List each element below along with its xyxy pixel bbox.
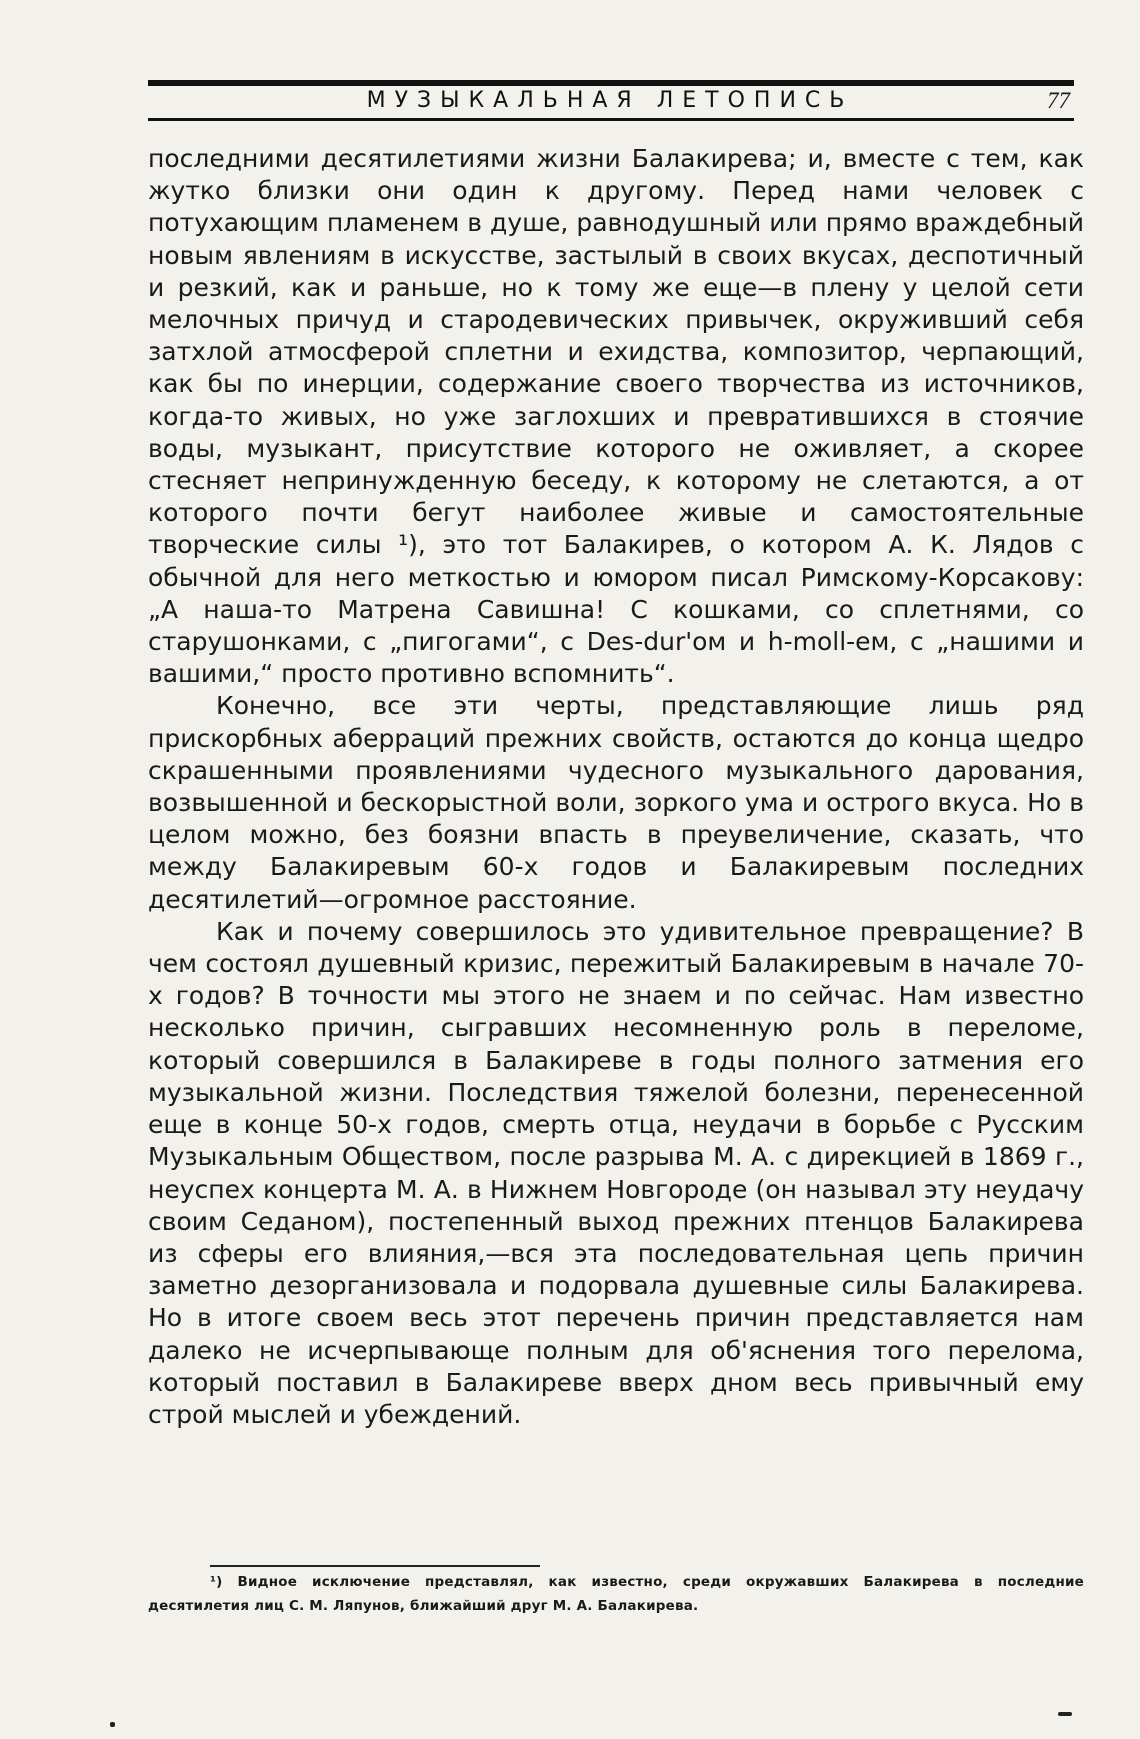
main-text <box>148 143 1084 1431</box>
footnote-rule <box>210 1565 540 1567</box>
paragraph-2: Конечно, все эти черты, представляющие лишь ряд прискорбных аберраций прежних свойств, остаются до конца щедро скрашенными проявлениями чудесного музыкального дарования, возвышенной и бескорыстной воли, зоркого ума и острого вкуса. Но в целом можно, без боязни впасть в преувеличение, сказать, что между Балакиревым 60-х годов и Балакиревым последних десятилетий—огромное расстояние. <box>148 691 1084 914</box>
running-header-title: МУЗЫКАЛЬНАЯ ЛЕТОПИСЬ <box>366 88 854 113</box>
print-speck <box>110 1722 115 1727</box>
header-rule-bottom <box>148 118 1074 121</box>
paragraph-1: последними десятилетиями жизни Балакирева; и, вместе с тем, как жутко близки они один к другому. Перед нами человек с потухающим пламенем в душе, равнодушный или прямо враждебный новым явлениям в искусстве, застылый в своих вкусах, деспотичный и резкий, как и раньше, но к тому же еще—в плену у целой сети мелочных причуд и стародевических привычек, окруживший себя затхлой атмосферой сплетни и ехидства, композитор, черпающий, как бы по инерции, содержание своего творчества из источников, когда-то живых, но уже заглохших и превратившихся в стоячие воды, музыкант, присутствие которого не оживляет, а скорее стесняет непринужденную беседу, к которому не слетаются, а от которого почти бегут наиболее живые и самостоятельные творческие силы ¹), это тот Балакирев, о котором А. К. Лядов с обычной для него меткостью и юмором писал Римскому-Корсакову: „А наша-то Матрена Савишна! С кошками, со сплетнями, со старушонками, с „пигогами“, с Des-dur'ом и h-moll-ем, с „нашими и вашими,“ просто противно вспомнить“. <box>148 144 1084 689</box>
page-number: 77 <box>1047 88 1070 113</box>
print-speck <box>1058 1712 1072 1716</box>
footnote <box>148 1570 1084 1618</box>
paragraph-3: Как и почему совершилось это удивительное превращение? В чем состоял душевный кризис, пережитый Балакиревым в начале 70-х годов? В точности мы этого не знаем и по сейчас. Нам известно несколько причин, сыгравших несомненную роль в переломе, который совершился в Балакиреве в годы полного затмения его музыкальной жизни. Последствия тяжелой болезни, перенесенной еще в конце 50-х годов, смерть отца, неудачи в борьбе с Русским Музыкальным Обществом, после разрыва М. А. с дирекцией в 1869 г., неуспех концерта М. А. в Нижнем Новгороде (он называл эту неудачу своим Седаном), постепенный выход прежних птенцов Балакирева из сферы его влияния,—вся эта последовательная цепь причин заметно дезорганизовала и подорвала душевные силы Балакирева. Но в итоге своем весь этот перечень причин представляется нам далеко не исчерпывающе полным для об'яснения того перелома, который поставил в Балакиреве вверх дном весь привычный ему строй мыслей и убеждений. <box>148 916 1084 1429</box>
footnote-text: ¹) Видное исключение представлял, как известно, среди окружавших Балакирева в последние десятилетия лиц С. М. Ляпунов, ближайший друг М. А. Балакирева. <box>148 1574 1084 1614</box>
header-rule-top <box>148 80 1074 86</box>
